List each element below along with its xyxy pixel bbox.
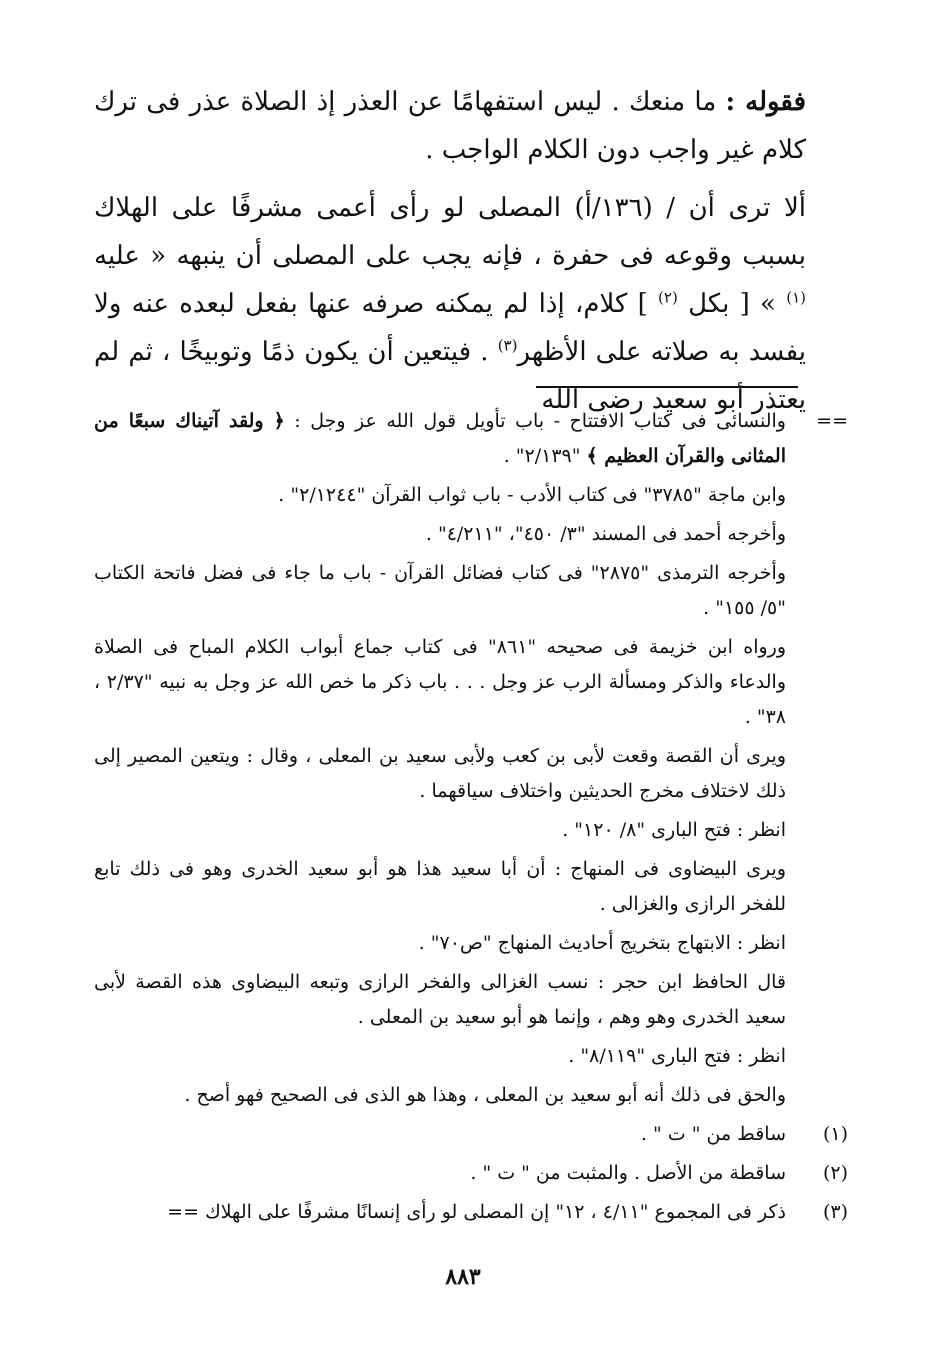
note-10: قال الحافظ ابن حجر : نسب الغزالى والفخر الرازى وتبعه البيضاوى هذه القصة لأبى سعيد الخدرى وهو وهم ، وإنما هو أبو سعيد بن المعلى . bbox=[94, 971, 786, 1028]
paragraph-2-text-a: ألا ترى أن / (١٣٦/أ) المصلى لو رأى أعمى مشرفًا على الهلاك بسبب وقوعه فى حفرة ، فإنه يجب على المصلى أن ينبهه « عليه bbox=[94, 193, 807, 271]
footnote-ref-1[interactable]: (١) bbox=[786, 288, 806, 307]
note-11: انظر : فتح البارى "٨/١١٩" . bbox=[568, 1045, 786, 1067]
note-1-text-a: والنسائى فى كتاب الافتتاح - باب تأويل قول الله عز وجل : bbox=[294, 410, 786, 432]
footnote-separator bbox=[536, 386, 798, 388]
footnote-2-mark: (٢) bbox=[822, 1162, 848, 1184]
note-3: وأخرجه أحمد فى المسند "٣/ ٤٥٠"، "٤/٢١١" . bbox=[425, 523, 786, 545]
footnote-3-continues: == bbox=[167, 1201, 200, 1223]
continuation-mark: == bbox=[816, 410, 848, 432]
footnote-3-mark: (٣) bbox=[822, 1201, 848, 1223]
paragraph-2-text-c: ] كلام، إذا لم يمكنه صرفه عنها بفعل لبعده عنه ولا يفسد به صلاته على الأظهر bbox=[94, 289, 806, 367]
paragraph-2 bbox=[94, 184, 806, 424]
footnote-ref-3[interactable]: (٣) bbox=[497, 336, 518, 355]
paragraph-2-text-d: . فيتعين أن يكون ذمًا وتوبيخًا ، ثم لم يعتذر أبو سعيد رضى الله bbox=[94, 337, 806, 415]
note-1-text-b: "٢/١٣٩" . bbox=[503, 445, 581, 467]
note-5: ورواه ابن خزيمة فى صحيحه "٨٦١" فى كتاب جماع أبواب الكلام المباح فى الصلاة والدعاء والذكر ومسألة الرب عز وجل . . . باب ذكر ما خص الله عز وجل به نبيه "٢/٣٧ ، ٣٨" . bbox=[94, 636, 786, 728]
note-6: ويرى أن القصة وقعت لأبى بن كعب ولأبى سعيد بن المعلى ، وقال : ويتعين المصير إلى ذلك لاختلاف مخرج الحديثين واختلاف سياقهما . bbox=[94, 745, 786, 802]
footnote-2 bbox=[94, 1156, 848, 1191]
footnote-ref-2[interactable]: (٢) bbox=[658, 288, 678, 307]
note-12: والحق فى ذلك أنه أبو سعيد بن المعلى ، وهذا هو الذى فى الصحيح فهو أصح . bbox=[184, 1084, 786, 1106]
footnote-3 bbox=[94, 1195, 848, 1230]
note-4: وأخرجه الترمذى "٢٨٧٥" فى كتاب فضائل القرآن - باب ما جاء فى فضل فاتحة الكتاب "٥/ ١٥٥" . bbox=[94, 562, 786, 619]
paragraph-1-text: ما منعك . ليس استفهامًا عن العذر إذ الصلاة عذر فى ترك كلام غير واجب دون الكلام الواجب . bbox=[94, 87, 806, 165]
footnotes bbox=[94, 404, 848, 1234]
note-8: ويرى البيضاوى فى المنهاج : أن أبا سعيد هذا هو أبو سعيد الخدرى وهو فى ذلك تابع للفخر الرازى والغزالى . bbox=[94, 858, 786, 915]
footnote-2-text: ساقطة من الأصل . والمثبت من " ت " . bbox=[470, 1162, 786, 1184]
footnote-1 bbox=[94, 1117, 848, 1152]
main-text bbox=[94, 78, 806, 424]
footnote-1-text: ساقط من " ت " . bbox=[640, 1123, 786, 1145]
paragraph-1 bbox=[94, 78, 806, 174]
footnote-continuation bbox=[94, 404, 848, 474]
note-1-quran-verse: ﴿ ولقد آتيناك سبعًا من المثانى والقرآن العظيم ﴾ bbox=[94, 410, 786, 467]
page-number: ٨٨٣ bbox=[445, 1264, 481, 1290]
note-9: انظر : الابتهاج بتخريج أحاديث المنهاج "ص٧٠" . bbox=[418, 932, 786, 954]
paragraph-2-text-b: » [ بكل bbox=[688, 289, 776, 319]
footnote-3-text: ذكر فى المجموع "٤/١١ ، ١٢" إن المصلى لو رأى إنسانًا مشرفًا على الهلاك bbox=[205, 1201, 786, 1223]
paragraph-1-lead: فقوله : bbox=[725, 87, 807, 117]
footnote-1-mark: (١) bbox=[822, 1123, 848, 1145]
note-7: انظر : فتح البارى "٨/ ١٢٠" . bbox=[562, 819, 786, 841]
note-2: وابن ماجة "٣٧٨٥" فى كتاب الأدب - باب ثواب القرآن "٢/١٢٤٤" . bbox=[278, 484, 786, 506]
